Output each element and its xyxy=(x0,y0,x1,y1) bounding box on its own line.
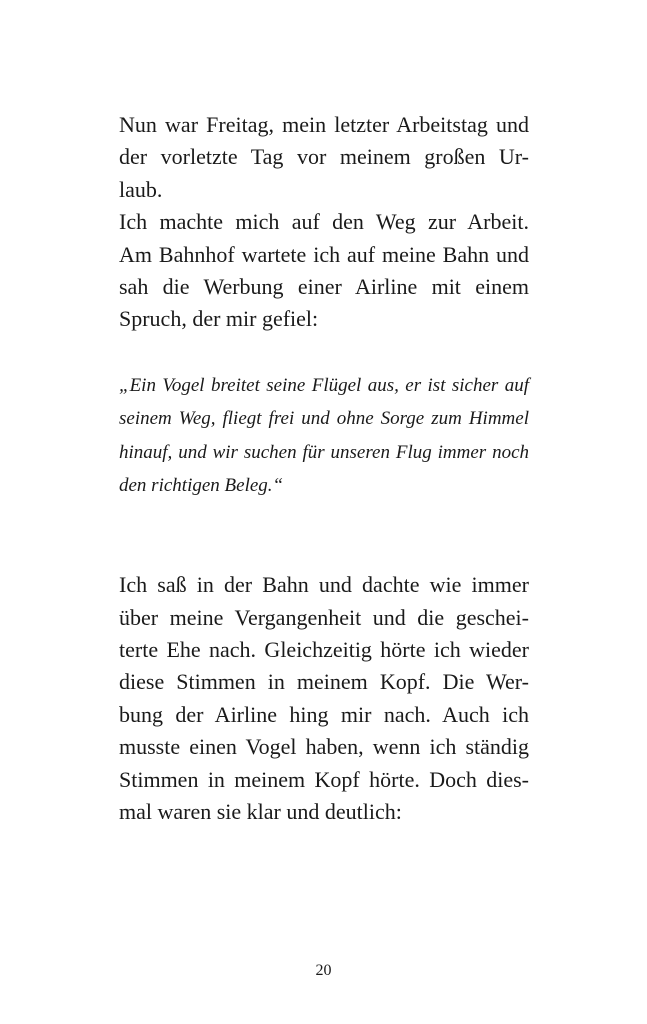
text-line: Ich saß in der Bahn und dachte wie immer xyxy=(119,572,529,598)
quote-line: hinauf, und wir suchen für unseren Flug immer noch xyxy=(119,441,529,463)
paragraph-3 xyxy=(119,569,529,828)
text-line: terte Ehe nach. Gleichzeitig hörte ich wieder xyxy=(119,637,529,663)
quote-line: den richtigen Beleg.“ xyxy=(119,474,284,496)
quote-line: „Ein Vogel breitet seine Flügel aus, er ist sicher auf xyxy=(119,374,529,396)
text-line: Ich machte mich auf den Weg zur Arbeit. xyxy=(119,209,529,235)
text-line: über meine Vergangenheit und die geschei- xyxy=(119,604,529,630)
text-line: mal waren sie klar und deutlich: xyxy=(119,799,402,825)
text-line: Am Bahnhof wartete ich auf meine Bahn und xyxy=(119,241,529,267)
quote-line: seinem Weg, fliegt frei und ohne Sorge zum Himmel xyxy=(119,408,529,430)
text-line: laub. xyxy=(119,176,163,202)
text-line: bung der Airline hing mir nach. Auch ich xyxy=(119,701,529,727)
page-body xyxy=(119,109,529,828)
text-line: musste einen Vogel haben, wenn ich ständig xyxy=(119,734,529,760)
paragraph-2 xyxy=(119,206,529,336)
page-number: 20 xyxy=(315,962,332,979)
text-line: sah die Werbung einer Airline mit einem xyxy=(119,273,529,299)
block-quote xyxy=(119,370,529,504)
text-line: der vorletzte Tag vor meinem großen Ur- xyxy=(119,144,529,170)
text-line: Stimmen in meinem Kopf hörte. Doch dies- xyxy=(119,766,529,792)
paragraph-1 xyxy=(119,109,529,206)
text-line: Nun war Freitag, mein letzter Arbeitstag und xyxy=(119,112,529,137)
text-line: diese Stimmen in meinem Kopf. Die Wer- xyxy=(119,669,529,695)
text-line: Spruch, der mir gefiel: xyxy=(119,306,319,332)
